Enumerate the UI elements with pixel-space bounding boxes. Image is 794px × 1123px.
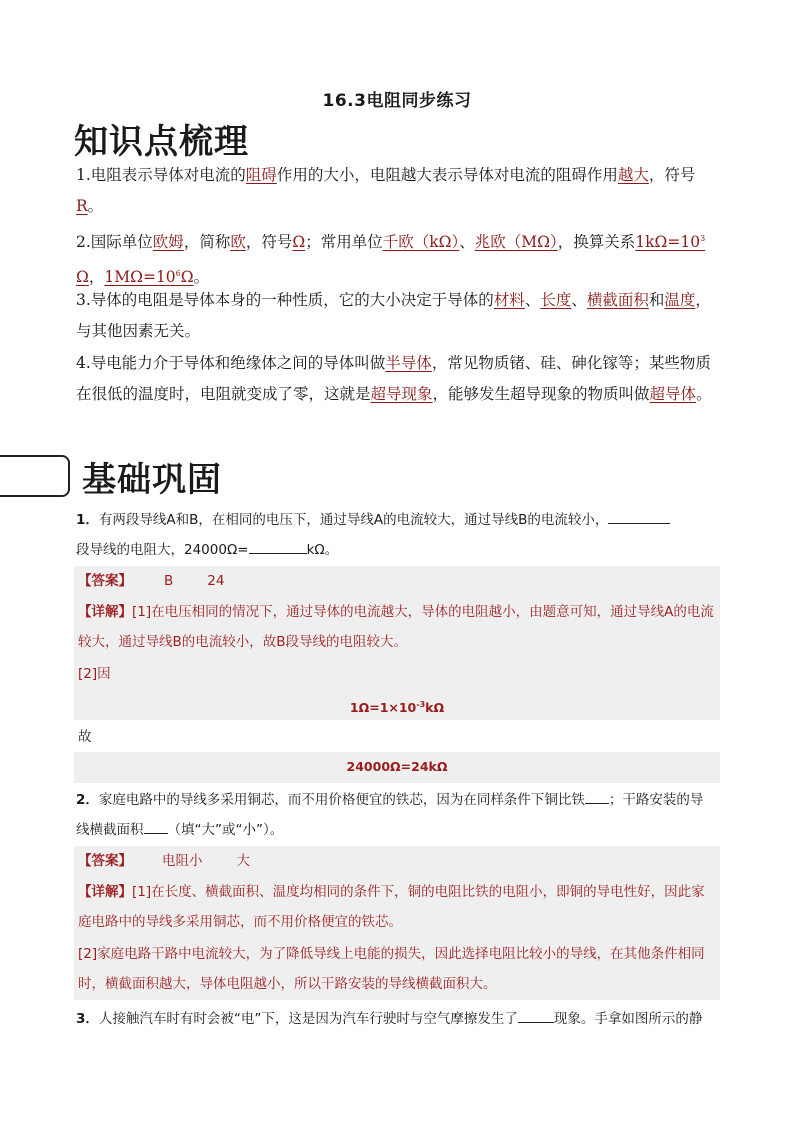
kp4-text: 。 — [696, 385, 712, 403]
kp3-answer: 横截面积 — [586, 291, 649, 309]
kp1-text: 1.电阻表示导体对电流的 — [76, 166, 246, 184]
answer-blank — [249, 539, 307, 554]
kp4-text: 4.导电能力介于导体和绝缘体之间的导体叫做 — [76, 354, 386, 372]
kp1-text: ，符号 — [648, 166, 696, 184]
kp2-text: ， — [88, 268, 105, 287]
kp4-text: ，常见物质锗、硅、砷化镓等；某些物质在很低的温度时，电阻就变成了零，这就是 — [76, 354, 711, 403]
knowledge-point-3 — [76, 285, 716, 347]
question-text: （填“大”或“小”）。 — [167, 822, 284, 838]
question-2 — [76, 785, 716, 845]
detail-text — [78, 597, 714, 657]
kp2-answer: 兆欧（MΩ） — [474, 233, 558, 252]
formula: $1\Omega=1\times 10^{-3}k\Omega$ — [349, 700, 445, 716]
kp2-text: ；常用单位 — [305, 233, 383, 252]
section-heading-basics: 基础巩固 — [82, 460, 222, 500]
kp2-text: ，换算关系 — [557, 233, 636, 252]
kp3-answer: 材料 — [493, 291, 525, 309]
question-text: 有两段导线A和B，在相同的电压下，通过导线A的电流较大，通过导线B的电流较小， — [98, 512, 609, 528]
page-title: 16.3电阻同步练习 — [322, 91, 472, 111]
detail-tag: 【详解】 — [78, 604, 132, 620]
section-heading-knowledge: 知识点梳理 — [74, 122, 249, 162]
answer-line — [78, 846, 714, 876]
question-text: 段导线的电阻大，24000Ω= — [76, 542, 249, 558]
kp2-answer: Ω — [76, 268, 89, 287]
detail-body: [1]在电压相同的情况下，通过导体的电流越大，导体的电阻越小，由题意可知，通过导线A的电流较大，通过导线B的电流较小，故B段导线的电阻较大。 — [78, 604, 714, 650]
detail-body: [1]在长度、横截面积、温度均相同的条件下，铜的电阻比铁的电阻小，即铜的导电性好，因此家庭电路中的导线多采用铜芯，而不用价格便宜的铁芯。 — [78, 884, 705, 930]
answer-blank — [144, 819, 168, 834]
formula: 24000Ω=24kΩ — [346, 759, 448, 774]
answer-line — [78, 566, 714, 596]
knowledge-point-1 — [76, 160, 716, 222]
detail-text: [2]家庭电路干路中电流较大，为了降低导线上电能的损失，因此选择电阻比较小的导线，在其他条件相同时，横截面积越大，导体电阻越小，所以干路安装的导线横截面积大。 — [78, 946, 705, 992]
kp3-text: ，与其他因素无关。 — [76, 291, 711, 340]
knowledge-point-2 — [76, 223, 716, 293]
knowledge-point-4 — [76, 348, 716, 410]
kp1-answer: 越大 — [617, 166, 649, 184]
question-number: 2． — [76, 792, 99, 808]
question-text: ；干路安装的导线横截面积 — [76, 792, 704, 838]
kp2-answer: Ω — [292, 233, 306, 252]
detail-text — [78, 877, 714, 937]
detail-tag: 【详解】 — [78, 884, 132, 900]
kp4-text: ，能够发生超导现象的物质叫做 — [432, 385, 650, 403]
question-number: 1． — [76, 512, 99, 528]
kp2-text: ，简称 — [183, 233, 231, 252]
question-3 — [76, 1004, 716, 1034]
question-text: 现象。手拿如图所示的静 — [553, 1011, 703, 1027]
answer-blank — [608, 509, 670, 524]
question-1 — [76, 505, 716, 565]
question-text: 家庭电路中的导线多采用铜芯，而不用价格便宜的铁芯，因为在同样条件下铜比铁 — [98, 792, 585, 808]
kp4-answer: 半导体 — [385, 354, 432, 372]
kp2-text: 、 — [459, 233, 475, 252]
kp3-text: 、 — [571, 291, 587, 309]
kp3-text: 、 — [524, 291, 541, 309]
kp1-answer: 阻碍 — [245, 166, 277, 184]
answer-blank — [518, 1008, 554, 1023]
question-text: kΩ。 — [306, 542, 339, 558]
question-number: 3． — [76, 1011, 99, 1027]
kp2-text: 2.国际单位 — [76, 233, 153, 252]
kp1-text: 。 — [87, 197, 104, 215]
kp3-text: 3.导体的电阻是导体本身的一种性质，它的大小决定于导体的 — [76, 291, 494, 309]
answer-value: 电阻小 — [162, 853, 203, 869]
kp4-answer: 超导现象 — [370, 385, 433, 403]
answer-blank — [585, 789, 609, 804]
answer-value: B — [164, 573, 174, 589]
kp2-text: ，符号 — [245, 233, 293, 252]
kp1-text: 作用的大小，电阻越大表示导体对电流的阻碍作用 — [276, 166, 618, 184]
answer-value: 24 — [207, 573, 225, 589]
section-decoration-box — [0, 455, 70, 497]
kp3-text: 和 — [648, 291, 665, 309]
kp2-answer: $1k\Omega=10^3$ — [635, 233, 706, 252]
kp1-answer: R — [76, 197, 88, 215]
kp2-answer: $1M\Omega=10^6\Omega$ — [104, 268, 194, 287]
kp3-answer: 温度 — [664, 291, 696, 309]
kp2-text: 。 — [193, 268, 210, 287]
answer-tag: 【答案】 — [78, 853, 132, 869]
answer-value: 大 — [236, 853, 250, 869]
kp4-answer: 超导体 — [649, 385, 697, 403]
detail-text: [2]因 — [78, 666, 111, 682]
kp2-answer: 欧 — [230, 233, 246, 252]
question-text: 人接触汽车时有时会被“电”下，这是因为汽车行驶时与空气摩擦发生了 — [98, 1011, 518, 1027]
kp2-answer: 欧姆 — [152, 233, 184, 252]
kp3-answer: 长度 — [540, 291, 572, 309]
conclusion-text: 故 — [78, 729, 92, 745]
kp2-answer: 千欧（kΩ） — [382, 233, 460, 252]
answer-tag: 【答案】 — [78, 573, 132, 589]
